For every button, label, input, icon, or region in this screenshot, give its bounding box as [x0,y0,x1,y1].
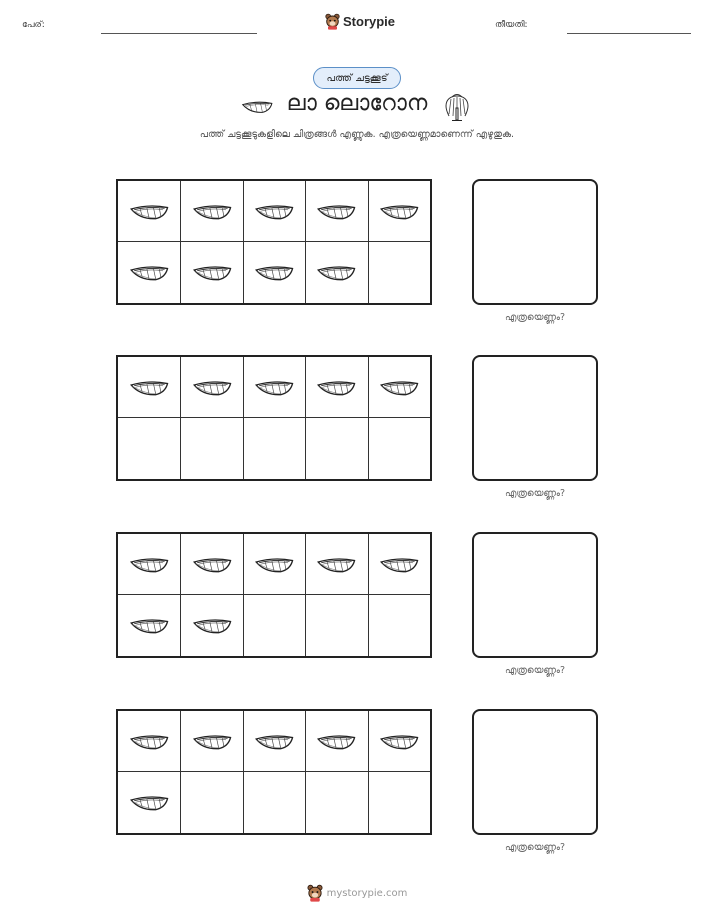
frame-cell [305,242,367,304]
frame-cell [368,711,430,773]
frame-cell [180,534,242,596]
title-boat-icon [241,97,273,117]
boat-icon [192,377,232,399]
frame-cell [118,181,180,243]
boat-icon [254,262,294,284]
name-field-line[interactable] [101,33,257,34]
boat-icon [379,201,419,223]
footer-url[interactable]: mystorypie.com [326,887,408,899]
ten-frame [116,532,432,658]
footer [0,884,714,902]
frame-cell [118,772,180,834]
willow-tree-icon [442,90,472,122]
frame-cell [305,181,367,243]
answer-box[interactable] [472,179,598,305]
frame-cell [243,534,305,596]
boat-icon [379,731,419,753]
frame-cell [243,418,305,480]
frame-cell [368,772,430,834]
boat-icon [254,731,294,753]
frame-cell [243,772,305,834]
frame-cell [180,418,242,480]
how-many-label: എത്രയെണ്ണം? [504,665,566,676]
boat-icon [316,554,356,576]
how-many-label: എത്രയെണ്ണം? [504,842,566,853]
frame-cell [368,242,430,304]
frame-cell [118,534,180,596]
boat-icon [316,262,356,284]
frame-cell [305,711,367,773]
boat-icon [379,554,419,576]
boat-icon [379,377,419,399]
frame-cell [180,357,242,419]
date-label: തീയതി: [495,20,528,30]
boat-icon [129,262,169,284]
boat-icon [129,615,169,637]
frame-cell [243,357,305,419]
frame-cell [243,711,305,773]
topic-badge: പത്ത് ചട്ടക്കൂട് [313,67,401,89]
boat-icon [129,201,169,223]
frame-cell [243,242,305,304]
frame-cell [368,181,430,243]
ten-frame [116,355,432,481]
ten-frame [116,709,432,835]
date-field-line[interactable] [567,33,691,34]
frame-cell [368,357,430,419]
frame-cell [305,772,367,834]
brand-name: Storypie [343,14,396,29]
boat-icon [192,731,232,753]
boat-icon [192,201,232,223]
boat-icon [316,731,356,753]
frame-cell [368,595,430,657]
boat-icon [129,377,169,399]
footer-bear-mascot-icon [307,884,323,902]
frame-cell [243,595,305,657]
frame-cell [305,357,367,419]
how-many-label: എത്രയെണ്ണം? [504,488,566,499]
answer-box[interactable] [472,709,598,835]
frame-cell [180,772,242,834]
frame-cell [118,595,180,657]
frame-cell [180,595,242,657]
frame-cell [368,418,430,480]
boat-icon [192,615,232,637]
boat-icon [192,554,232,576]
frame-cell [118,711,180,773]
boat-icon [129,554,169,576]
ten-frame [116,179,432,305]
boat-icon [254,377,294,399]
frame-cell [305,418,367,480]
frame-cell [180,242,242,304]
frame-cell [118,242,180,304]
boat-icon [129,731,169,753]
frame-cell [305,595,367,657]
boat-icon [129,792,169,814]
frame-cell [243,181,305,243]
boat-icon [316,201,356,223]
how-many-label: എത്രയെണ്ണം? [504,312,566,323]
frame-cell [180,711,242,773]
boat-icon [192,262,232,284]
instructions: പത്ത് ചട്ടക്കൂടുകളിലെ ചിത്രങ്ങൾ എണ്ണുക. എത്രയെണ്ണമാണെന്ന് എഴുതുക. [199,129,515,140]
frame-cell [118,357,180,419]
boat-icon [254,554,294,576]
frame-cell [180,181,242,243]
storypie-logo [325,13,395,30]
name-label: പേര്: [22,20,45,30]
boat-icon [254,201,294,223]
frame-cell [305,534,367,596]
boat-icon [316,377,356,399]
worksheet-title: ലാ ലൊറോന [286,91,428,116]
frame-cell [368,534,430,596]
frame-cell [118,418,180,480]
answer-box[interactable] [472,355,598,481]
bear-mascot-icon [325,13,340,30]
answer-box[interactable] [472,532,598,658]
